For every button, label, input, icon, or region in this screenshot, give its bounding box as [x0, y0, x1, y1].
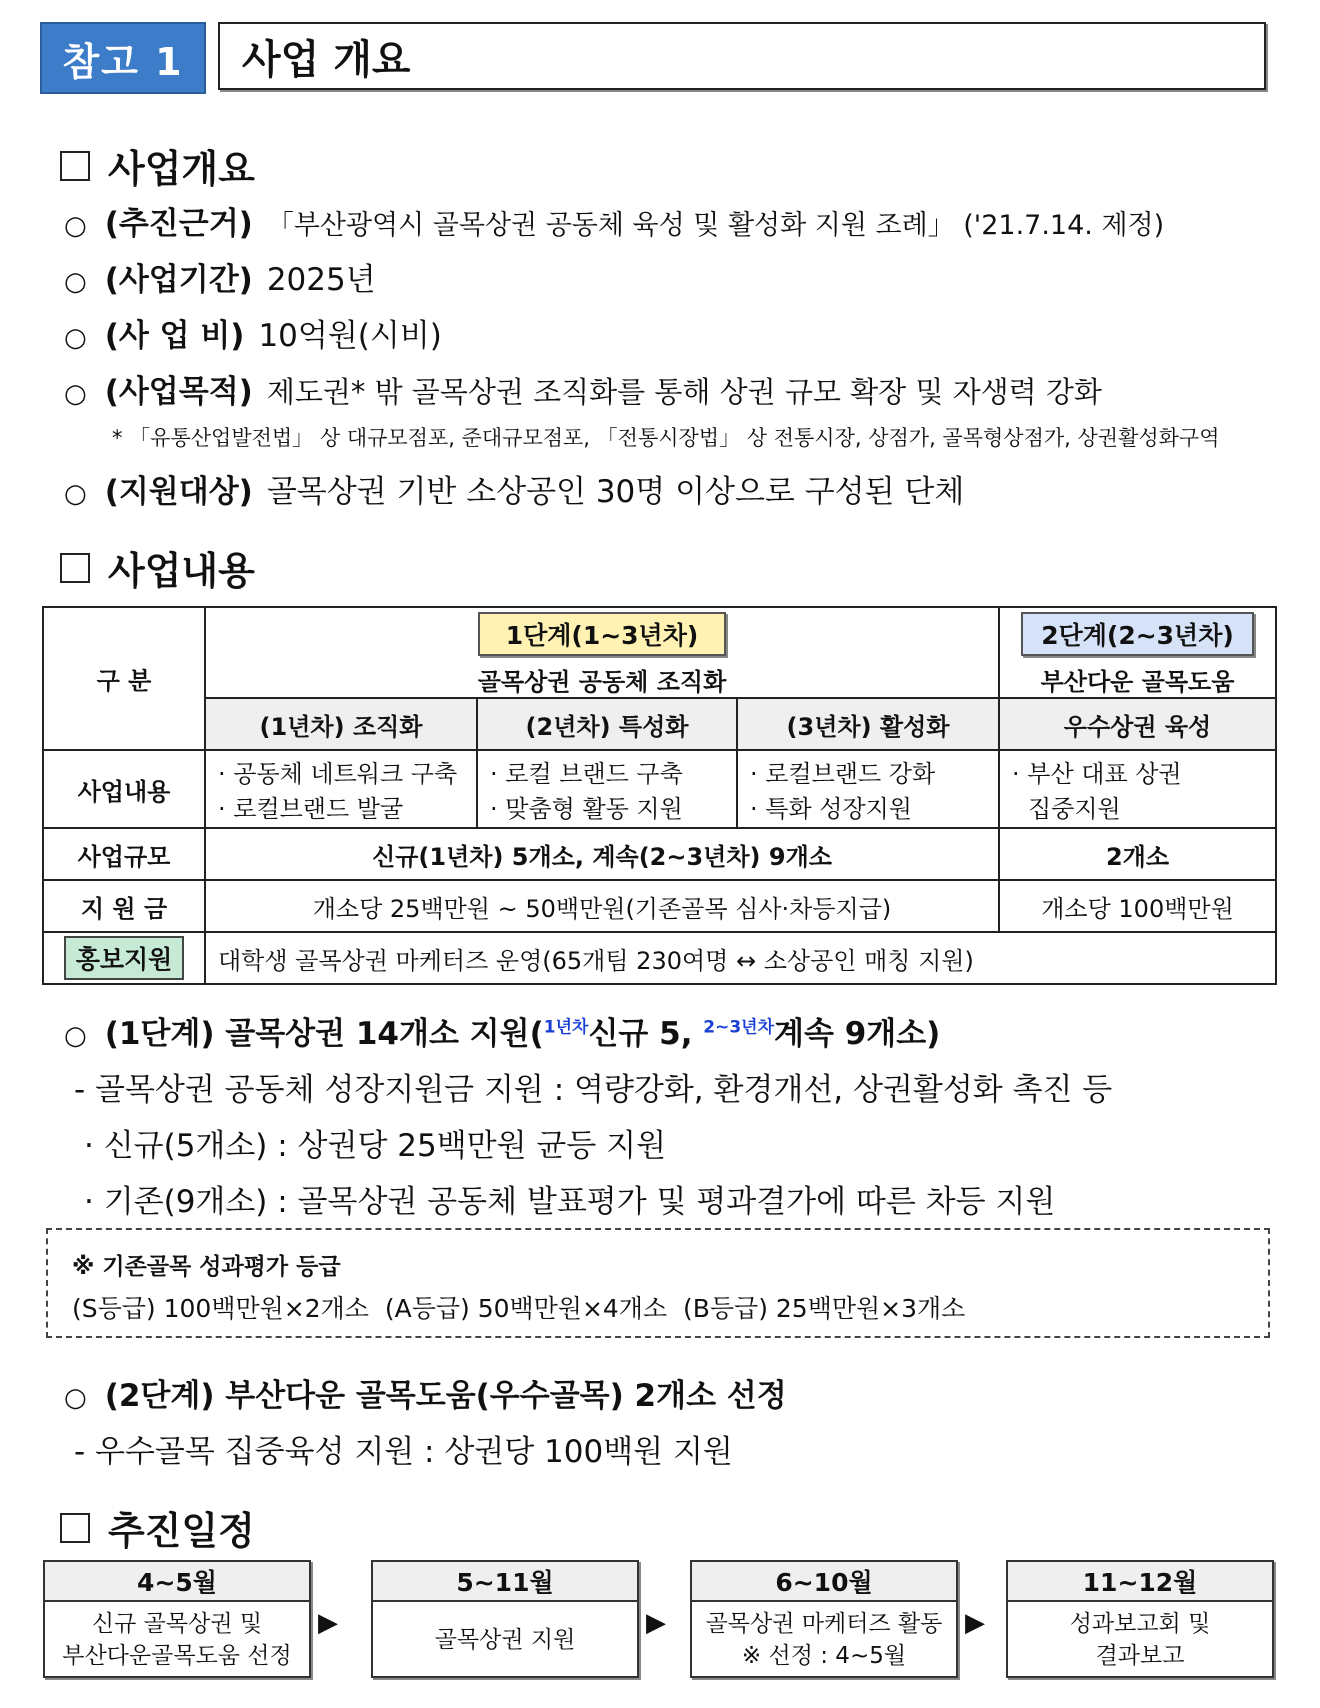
- table-cell: 2개소: [999, 828, 1276, 880]
- section-heading-content: [60, 540, 255, 595]
- schedule-step-3: [690, 1560, 958, 1678]
- stage2-line: - 우수골목 집중육성 지원 : 상권당 100백원 지원: [74, 1434, 733, 1470]
- cell-line: 집중지원: [1028, 795, 1121, 823]
- document-header: [40, 22, 411, 94]
- table-row-label: 사업규모: [43, 828, 205, 880]
- bullet-value: 10억원(시비): [258, 318, 442, 354]
- schedule-step-1: [43, 1560, 311, 1678]
- section-heading-schedule: [60, 1500, 255, 1555]
- schedule-period: 11~12월: [1008, 1562, 1272, 1602]
- stage1-heading-text: 신규 5,: [588, 1016, 704, 1052]
- bullet-purpose: [64, 366, 1102, 411]
- section-title: 추진일정: [108, 1509, 255, 1553]
- stage2-heading: (2단계) 부산다운 골목도움(우수골목) 2개소 선정: [104, 1378, 787, 1414]
- stage1-sup-continue: 2~3년차: [703, 1017, 775, 1038]
- bullet-key: (추진근거): [104, 206, 253, 242]
- schedule-step-2: [371, 1560, 639, 1678]
- table-header-stage2: [999, 607, 1276, 698]
- stage1-heading-text: 계속 9개소): [774, 1016, 941, 1052]
- schedule-line: 부산다운골목도움 선정: [62, 1643, 292, 1669]
- bullet-stage2: [64, 1370, 787, 1415]
- table-header-category: 구 분: [43, 607, 205, 750]
- table-row-label: [43, 932, 205, 984]
- grade-note-box: [46, 1228, 1270, 1338]
- table-col-year1: (1년차) 조직화: [205, 698, 477, 750]
- table-cell: [999, 750, 1276, 828]
- stage1-line: · 기존(9개소) : 골목상권 공동체 발표평가 및 평과결가에 따른 차등 지원: [84, 1184, 1056, 1220]
- grade-line: (S등급) 100백만원×2개소 (A등급) 50백만원×4개소 (B등급) 25백만원×3개소: [72, 1294, 966, 1323]
- table-row-label: 지 원 금: [43, 880, 205, 932]
- table-row-label: 사업내용: [43, 750, 205, 828]
- reference-tag: 참고 1: [40, 22, 206, 94]
- circle-bullet-icon: ○: [64, 211, 87, 241]
- table-col-year3: (3년차) 활성화: [737, 698, 999, 750]
- bullet-value: 2025년: [266, 262, 376, 298]
- bullet-value: 골목상권 기반 소상공인 30명 이상으로 구성된 단체: [266, 474, 965, 510]
- bullet-stage1: [64, 1008, 940, 1053]
- cell-line: · 로컬 브랜드 구축: [490, 760, 683, 788]
- bullet-key: (사업목적): [104, 374, 253, 410]
- schedule-period: 4~5월: [45, 1562, 309, 1602]
- arrow-right-icon: ▶: [965, 1608, 985, 1638]
- bullet-cost: [64, 310, 442, 355]
- cell-line: · 맞춤형 활동 지원: [490, 795, 683, 823]
- section-title: 사업개요: [108, 147, 255, 191]
- page-title: 사업 개요: [218, 22, 1266, 90]
- circle-bullet-icon: ○: [64, 479, 87, 509]
- schedule-period: 6~10월: [692, 1562, 956, 1602]
- promo-badge: 홍보지원: [64, 936, 185, 980]
- cell-line: · 부산 대표 상권: [1012, 760, 1182, 788]
- arrow-right-icon: ▶: [318, 1608, 338, 1638]
- stage1-heading-text: (1단계) 골목상권 14개소 지원(: [104, 1016, 544, 1052]
- bullet-basis: [64, 198, 1164, 243]
- grade-title: ※ 기존골목 성과평가 등급: [72, 1254, 341, 1280]
- table-cell: [205, 750, 477, 828]
- circle-bullet-icon: ○: [64, 267, 87, 297]
- circle-bullet-icon: ○: [64, 1021, 87, 1051]
- stage2-badge: 2단계(2~3년차): [1021, 612, 1254, 656]
- stage1-heading: [105, 1008, 941, 1053]
- stage2-subtitle: 부산다운 골목도움: [1040, 668, 1235, 696]
- table-cell: [477, 750, 737, 828]
- bullet-value: 제도권* 밖 골목상권 조직화를 통해 상권 규모 확장 및 자생력 강화: [266, 375, 1102, 409]
- bullet-target: [64, 466, 964, 511]
- schedule-line: 골목상권 지원: [434, 1627, 576, 1653]
- schedule-period: 5~11월: [373, 1562, 637, 1602]
- table-col-year2: (2년차) 특성화: [477, 698, 737, 750]
- schedule-line: ※ 선정 : 4~5월: [741, 1643, 907, 1669]
- circle-bullet-icon: ○: [64, 323, 87, 353]
- schedule-step-4: [1006, 1560, 1274, 1678]
- program-table: [42, 606, 1277, 985]
- schedule-line: 성과보고회 및: [1069, 1611, 1211, 1637]
- cell-line: · 로컬브랜드 발굴: [218, 795, 404, 823]
- table-cell: 신규(1년차) 5개소, 계속(2~3년차) 9개소: [205, 828, 999, 880]
- checkbox-square-icon: [60, 151, 90, 181]
- cell-line: · 공동체 네트워크 구축: [218, 760, 458, 788]
- bullet-value: 「부산광역시 골목상권 공동체 육성 및 활성화 지원 조례」 ('21.7.14. 제정): [266, 210, 1165, 241]
- section-title: 사업내용: [108, 549, 255, 593]
- stage1-sup-new: 1년차: [543, 1017, 589, 1038]
- stage1-line: - 골목상권 공동체 성장지원금 지원 : 역량강화, 환경개선, 상권활성화 촉진 등: [74, 1072, 1113, 1108]
- section-heading-overview: [60, 138, 255, 193]
- cell-line: · 특화 성장지원: [750, 795, 912, 823]
- checkbox-square-icon: [60, 1513, 90, 1543]
- table-col-excellent: 우수상권 육성: [999, 698, 1276, 750]
- table-cell: [737, 750, 999, 828]
- circle-bullet-icon: ○: [64, 379, 87, 409]
- bullet-key: (사 업 비): [104, 318, 245, 354]
- schedule-line: 신규 골목상권 및: [91, 1611, 263, 1637]
- stage1-line: · 신규(5개소) : 상권당 25백만원 균등 지원: [84, 1128, 667, 1164]
- schedule-line: 골목상권 마케터즈 활동: [705, 1611, 943, 1637]
- bullet-period: [64, 254, 376, 299]
- cell-line: · 로컬브랜드 강화: [750, 760, 936, 788]
- arrow-right-icon: ▶: [646, 1608, 666, 1638]
- bullet-key: (사업기간): [104, 262, 253, 298]
- purpose-footnote: * 「유통산업발전법」 상 대규모점포, 준대규모점포, 「전통시장법」 상 전통시장, 상점가, 골목형상점가, 상권활성화구역: [112, 426, 1220, 450]
- stage1-badge: 1단계(1~3년차): [478, 612, 727, 656]
- schedule-line: 결과보고: [1095, 1643, 1185, 1669]
- table-cell: 대학생 골목상권 마케터즈 운영(65개팀 230여명 ↔ 소상공인 매칭 지원): [205, 932, 1276, 984]
- circle-bullet-icon: ○: [64, 1383, 87, 1413]
- stage1-subtitle: 골목상권 공동체 조직화: [477, 668, 727, 696]
- bullet-key: (지원대상): [104, 474, 253, 510]
- table-cell: 개소당 25백만원 ~ 50백만원(기존골목 심사·차등지급): [205, 880, 999, 932]
- table-cell: 개소당 100백만원: [999, 880, 1276, 932]
- checkbox-square-icon: [60, 553, 90, 583]
- table-header-stage1: [205, 607, 999, 698]
